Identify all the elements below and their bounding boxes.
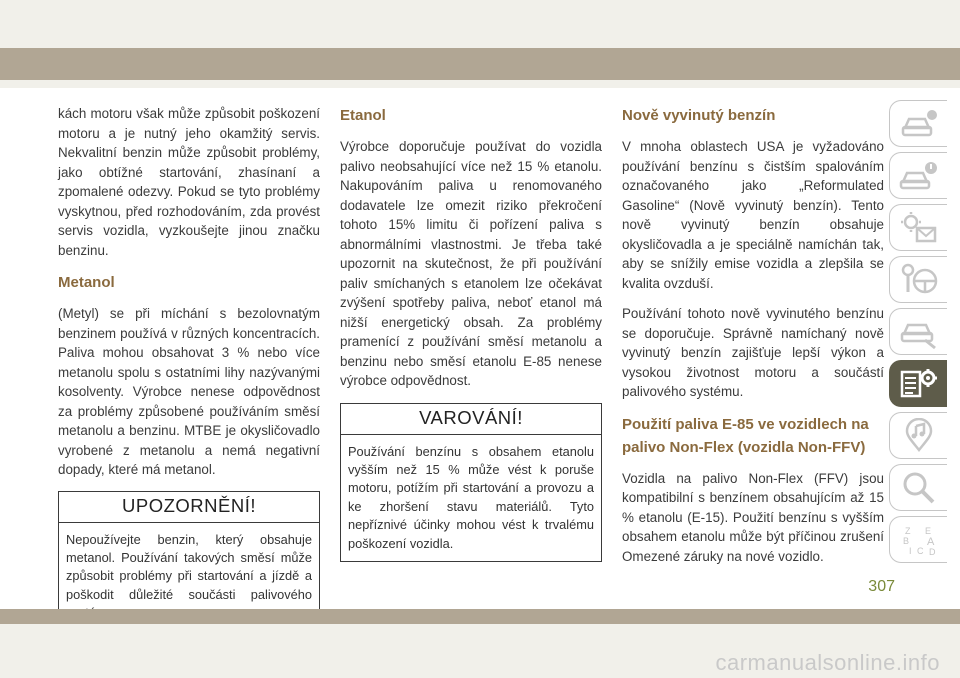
tab-car-info[interactable]	[889, 100, 947, 147]
svg-text:A: A	[926, 535, 934, 548]
column-2	[340, 104, 602, 562]
svg-text:B: B	[902, 535, 909, 546]
warning-box	[340, 403, 602, 562]
tab-servicing-maintenance[interactable]	[889, 360, 947, 407]
alphabet-index-icon	[899, 522, 939, 558]
heading-e85: Použití paliva E-85 ve vozidlech na palivo Non-Flex (vozidla Non-FFV)	[622, 415, 869, 456]
tab-emergency[interactable]	[889, 308, 947, 355]
tab-car-warning[interactable]	[889, 152, 947, 199]
music-pin-icon	[899, 418, 939, 454]
watermark: carmanualsonline.info	[715, 650, 940, 675]
car-warning-icon	[899, 158, 939, 194]
heading-metanol: Metanol	[58, 274, 115, 291]
magnifier-icon	[899, 470, 939, 506]
paragraph-etanol: Výrobce doporučuje používat do vozidla palivo neobsahující více než 15 % etanolu. Nakupováním paliva u renomovaného dodavatele lze omezit riziko překročení tohoto 15% limitu či pořízení paliva s abnormálními vlastnostmi. Je třeba také upozornit na skutečnost, že při používání paliv smíchaných s etanolem lze očekávat zvýšení spotřeby paliva, neboť etanol má nižší energetický obsah. Za problémy pramenící z používání směsí metanolu a benzinu nebo směsí etanolu E-85 nenese výrobce odpovědnost.	[340, 139, 602, 388]
paragraph-e85: Vozidla na palivo Non-Flex (FFV) jsou kompatibilní s benzínem obsahujícím až 15 % etanolu (E-15). Použití benzínu s vyšším obsahem etanolu může být příčinou zrušení Omezené záruky na nové vozidlo.	[622, 470, 884, 564]
paragraph-metanol: (Metyl) se při míchání s bezolovnatým benzinem používá v různých koncentracích. Paliva mohou obsahovat 3 % nebo více metanolu spolu s ostatními lihy nazývanými kosolventy. Výrobce nenese odpovědnost za problémy způsobené používáním směsí metanolu a benzinu. MTBE je okysličovadlo vyrobené z metanolu a nemá negativní dopady, které má metanol.	[58, 306, 320, 477]
tab-multimedia[interactable]	[889, 412, 947, 459]
warning-title: VAROVÁNÍ!	[341, 404, 601, 435]
top-bar	[0, 48, 960, 80]
bottom-bar	[0, 609, 960, 625]
column-1	[58, 104, 320, 632]
column-3	[622, 104, 884, 577]
heading-etanol: Etanol	[340, 107, 386, 124]
paragraph-reformulated-2: Používání tohoto nově vyvinutého benzínu se doporučuje. Správně namíchaný nově vyvinutý benzín zajišťuje lepší výkon a vysokou životnost motoru a součástí palivového systému.	[622, 306, 884, 399]
chapter-tabs	[889, 100, 949, 568]
car-info-icon	[899, 106, 939, 142]
list-gear-icon	[899, 366, 939, 402]
svg-text:I: I	[908, 545, 912, 556]
page-number: 307	[868, 578, 895, 595]
car-wrench-icon	[899, 314, 939, 350]
svg-text:Z: Z	[904, 525, 910, 536]
tab-index[interactable]	[889, 516, 947, 563]
svg-text:E: E	[924, 525, 931, 536]
notice-text: Nepoužívejte benzin, který obsahuje metanol. Používání takových směsí může způsobit problémy při startování a jízdě a poškodit důležité součásti palivového	[66, 531, 312, 602]
notice-title: UPOZORNĚNÍ!	[59, 492, 319, 523]
sun-envelope-icon	[899, 210, 939, 246]
key-steering-icon	[899, 262, 939, 298]
tab-search[interactable]	[889, 464, 947, 511]
warning-text: Používání benzínu s obsahem etanolu vyšším než 15 % může vést k poruše motoru, potížím při startování a provozu a ke zhoršení stavu materiálů. Tyto nepříznivé účinky mohou vést k trvalému poškození vozidla.	[348, 443, 594, 551]
tab-lights-messages[interactable]	[889, 204, 947, 251]
paragraph-continuation: kách motoru však může způsobit poškození motoru a je nutný jeho okamžitý servis. Nekvalitní benzin může způsobit problémy, jako obtížné startování, zhasínaní a zpomalené odezvy. Pokud se tyto problémy vyskytnou, před rozhodováním, zda provést servis vozidla, vyzkoušejte jinou značku benzinu.	[58, 106, 320, 258]
tab-starting-driving[interactable]	[889, 256, 947, 303]
svg-text:C: C	[916, 545, 923, 556]
heading-reformulated: Nově vyvinutý benzín	[622, 107, 776, 124]
svg-text:D: D	[928, 546, 935, 557]
paragraph-reformulated-1: V mnoha oblastech USA je vyžadováno používání benzínu s čistším spalováním označovaného jako „Reformulated Gasoline“ (Nově vyvinutý benzín). Tento nově vyvinutý benzín obsahuje okysličovadla a je speciálně namíchán tak, aby se snížily emise vozidla a zlepšila se kvalita ovzduší.	[622, 139, 884, 291]
